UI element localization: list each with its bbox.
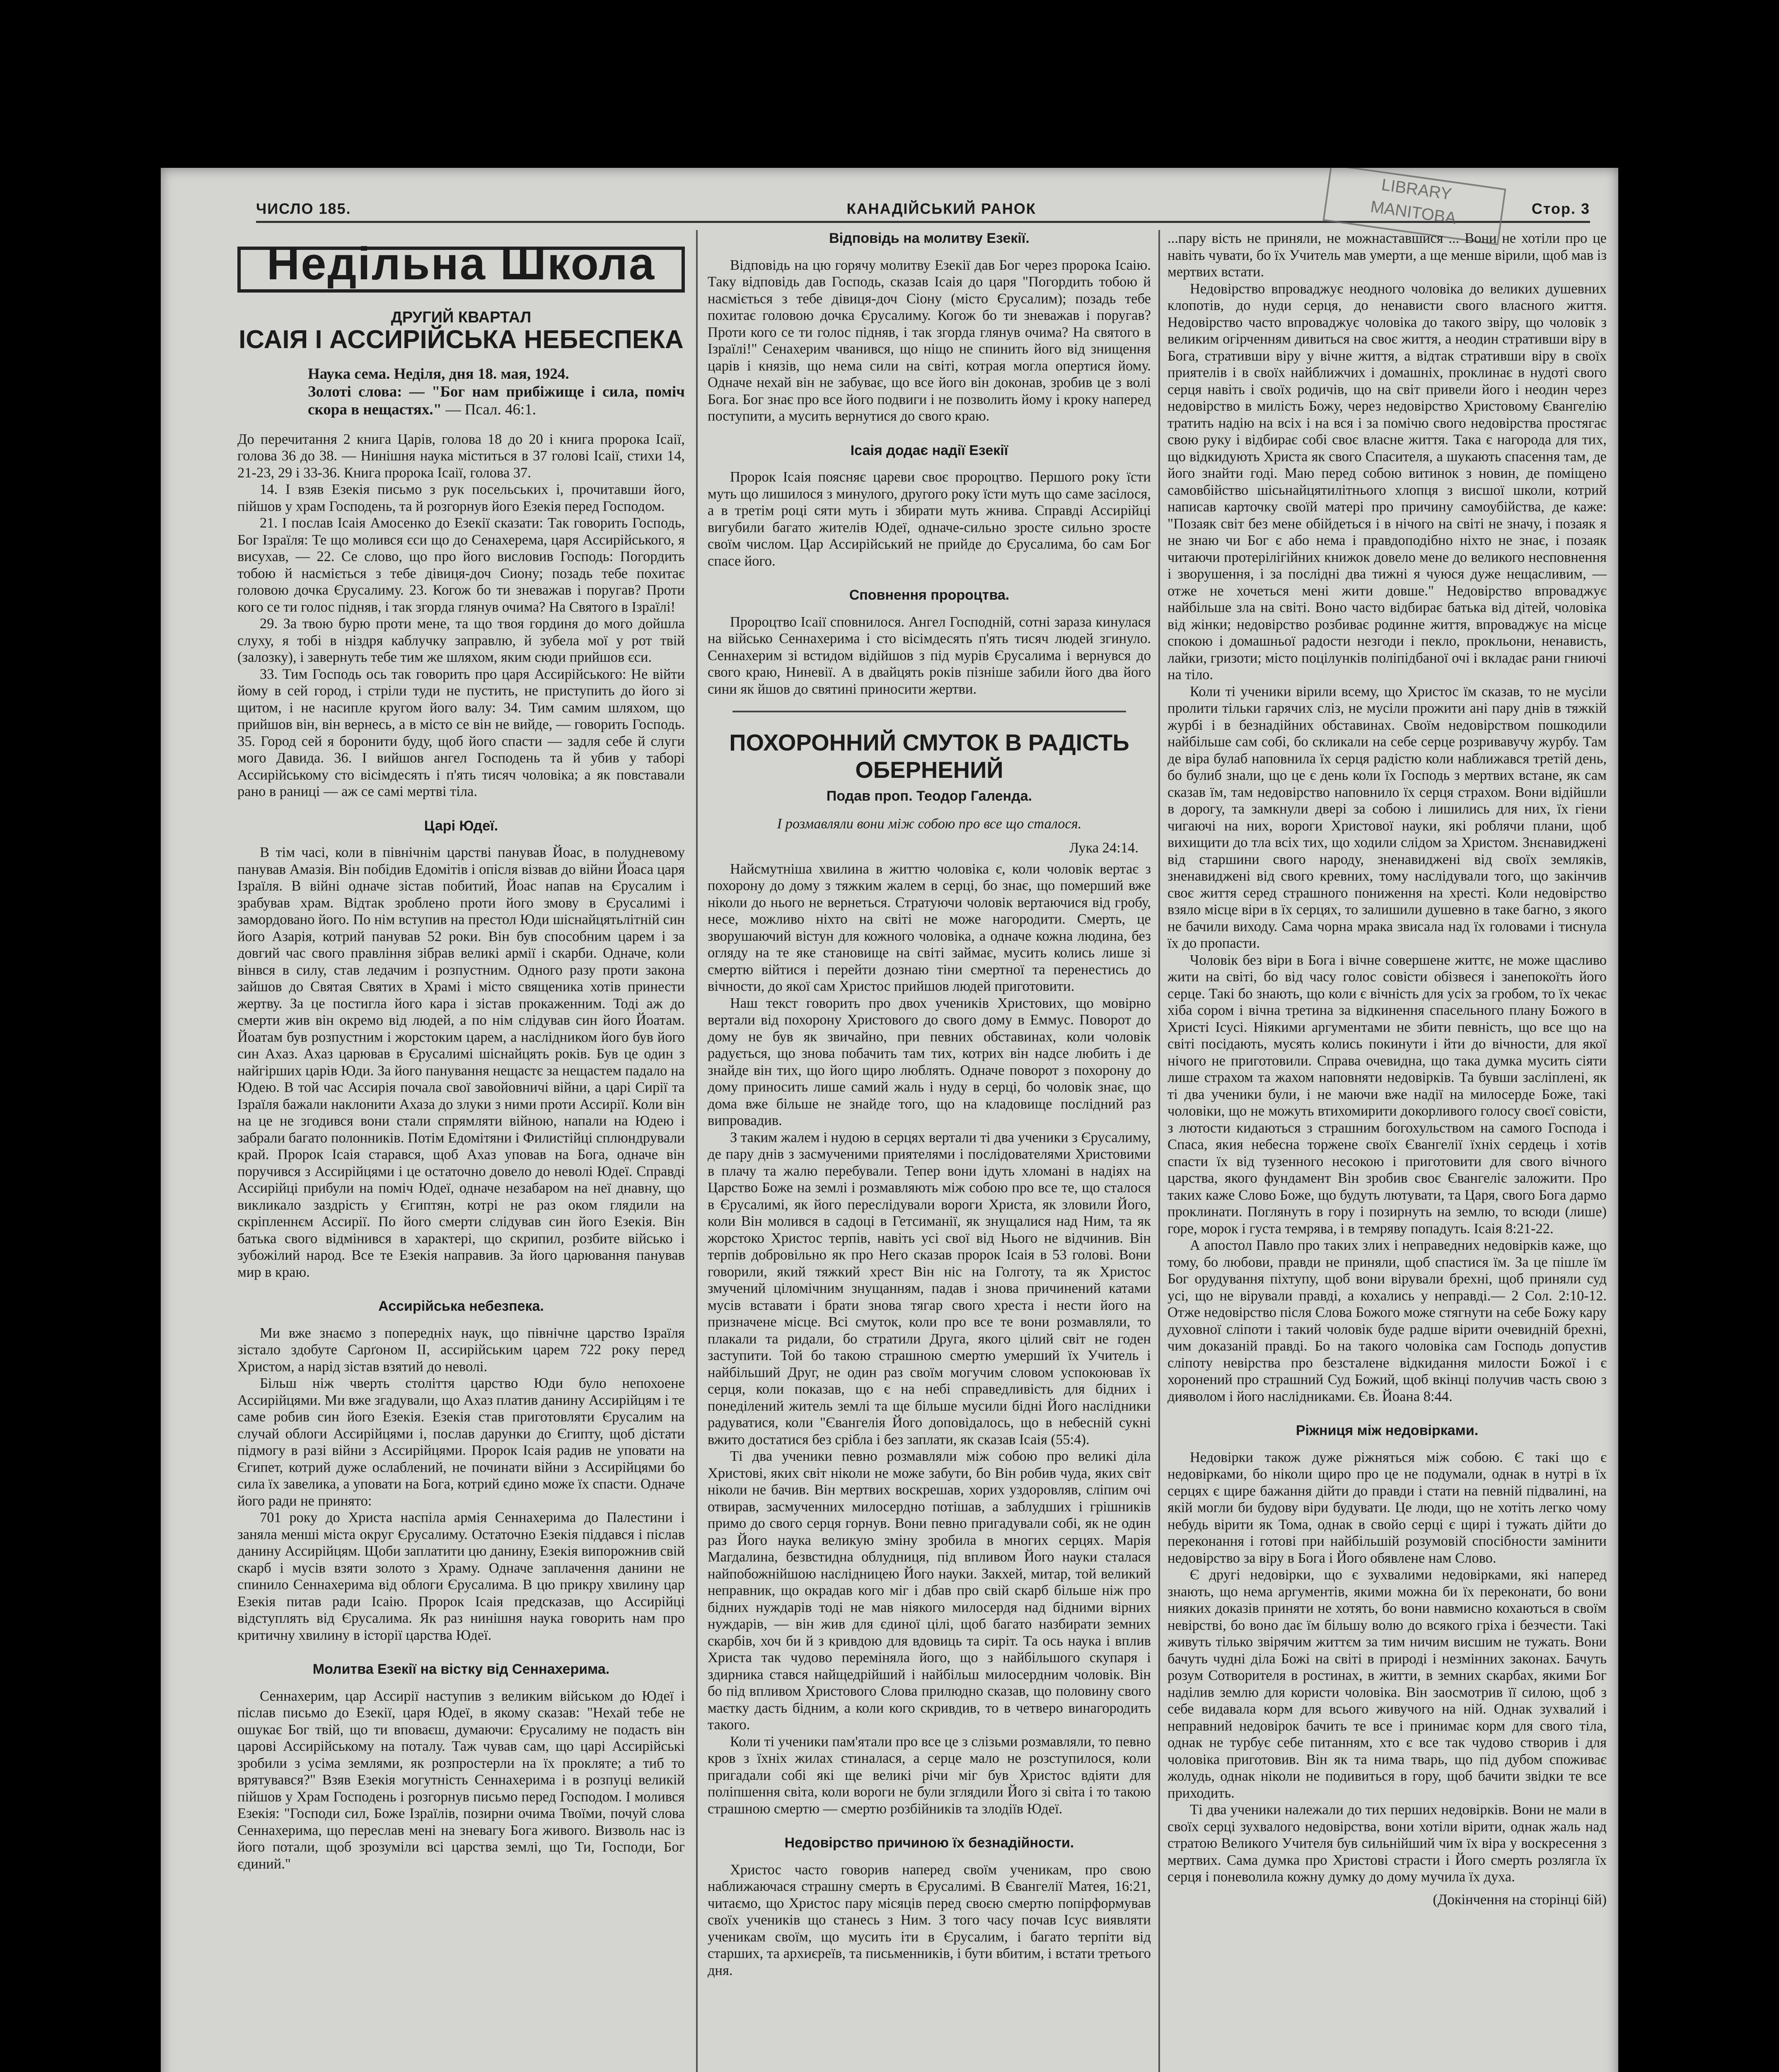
lesson-title: ІСАІЯ І АССИРІЙСЬКА НЕБЕСПЕКА <box>239 325 684 354</box>
paragraph: Сеннахерим, цар Ассирії наступив з великим військом до Юдеї і післав письмо до Езекії, царя Юдеї, в якому сказав: "Нехай тебе не ошукає Бог твій, що ти вповаєш, думаючи: Єрусалиму не подасть він царові Ассирійському на поталу. Таж чував сам, що царі Ассирійські зробили з усіма землями, як розпростерли на їх прокляте; а тиб то врятувався?" Взяв Езекія могутність Сеннахерима і в розпуці великій пійшов у Храм Господень і розгорнув письмо перед Господом. І молився Езекія: "Господи сил, Боже Ізраїлів, позирни очима Твоїми, почуй слова Сеннахерима, що переслав мені на зневагу Бога живого. Визволь нас із його потали, щоб зрозуміли всі царства землі, що Ти, Господи, Бог єдиний." <box>237 1688 685 1872</box>
section-heading: Недовірство причиною їх безнадійности. <box>784 1835 1074 1851</box>
section-heading: Царі Юдеї. <box>424 818 498 834</box>
paragraph: Чоловік без віри в Бога і вічне совершене життє, не може щасливо жити на світі, бо від часу голос совісти обізвеся і занепокоїть його серце. Такі бо знають, що коли є вічність для усіх за гробом, то їх чекає хіба сором і вічна третина за відкинення спасельного плану Божого в Христі Ісусі. Ніякими аргументами не збити певність, що все що на світі посідають, мусять колись покинути і йти до вічности, для якої нічого не приготовили. Справа очевидна, що така думка мусить сіяти лише страхом та жахом наповняти недовірків. Та бувши засліплені, як ті два ученики були, і не маючи вже надії на милосерде Боже, такі чоловіки, що не можуть втихомирити докорливого голосу своєї совісти, з лютости кидаються з страшним богохульством на самого Господа і Спаса, якия небесна торжене своїх Євангелії їхніх сердець і хотів спасти їх від тузенного несокою і приготовити для свого вічного царства, якого фундамент Він зробив своє Євангеліє заложити. Про таких каже Слово Боже, що будуть лютувати, та Царя, свого Бога дармо проклинати. Поглянуть в гору і позирнуть на землю, то всюди (лише) горе, морок і густа темрява, і в темряву попадуть. Ісаія 8:21-22. <box>1167 952 1607 1237</box>
paragraph: Пророцтво Ісаії сповнилося. Ангел Господній, сотні зараза кинулася на військо Сеннахерима і сто вісімдесять п'ять тисяч людей згинуло. Сеннахерим зі встидом відійшов з під мурів Єрусалима і вернувся до свого краю, Ниневії. А в двайцять років пізніше забили його два його сини як йшов до святині приносити жертви. <box>708 614 1151 697</box>
paragraph: 701 року до Христа наспіла армія Сеннахерима до Палестини і заняла менші міста округ Єрусалиму. Остаточно Езекія піддався і післав данину Ассирійцям. Щоби заплатити цю данину, Езекія випорожнив свій скарб і мусів взяти золото з Храму. Одначе заплачення данини не спинило Сеннахерима від облоги Єрусалима. В цю прикру хвилину цар Езекія питав ради Ісаію. Пророк Ісаія предсказав, що Ассирійці відступлять від Єрусалима. Як раз нинішня наука говорить нам про критичну хвилину в історії царства Юдеї. <box>237 1510 685 1643</box>
paragraph: А апостол Павло про таких злих і неправедних недовірків каже, що тому, бо любови, правди не приняли, щоб спастися їм. За це пішле їм Бог орудування піхтупу, щоб вони вірували брехні, щоб приняли суд усі, що не вірували правді, а кохались у неправді.— 2 Сол. 2:10-12. Отже недовірство після Слова Божого може стягнути на себе Божу кару духовної сліпоти і такий чоловік буде радше вірити очевидній брехні, чим доказаній правді. Бо на такого чоловіка сам Господь допустив сліпоту невірства про безсталене відкидання милости Божої і є хоронений про страшний Суд Божий, щоб вкінці получив часть свою з дияволом і його наслідниками. Єв. Йоана 8:44. <box>1167 1237 1607 1404</box>
article-divider <box>732 711 1126 712</box>
section-heading: Ріжниця між недовірками. <box>1296 1423 1479 1438</box>
epigraph: І розмавляли вони між собою про все що сталося. <box>777 816 1082 832</box>
stamp-line-2: MANITOBA <box>1369 197 1458 228</box>
masthead-title: Недільна Школа <box>266 238 656 289</box>
column-middle <box>708 230 1151 1979</box>
section-heading: Ассирійська небезпека. <box>378 1298 544 1314</box>
paragraph: До перечитання 2 книга Царів, голова 18 до 20 і книга пророка Ісаії, голова 36 до 38. — Нинішня наука міститься в 37 голові Ісаії, стихи 14, 21-23, 29 і 33-36. Книга пророка Ісаії, голова 37. <box>237 431 685 481</box>
section-heading: Ісаія додає надії Езекії <box>850 442 1008 458</box>
paragraph: Коли ті ученики вірили всему, що Христос їм сказав, то не мусіли пролити тільки гарячих сліз, не мусіли прожити ані пару днів в тяжкій журбі і в безнадійних обставинах. Своїм недовірством пошкодили найбільше сам собі, бо скликали на себе серце розривавучу журбу. Там де віра булаб наповнила їх серця радістю коли наближався третій день, бо булиб знали, що це є день коли їх Господь з мертвих встане, як сам сказав їм, там недовірство наповнило їх серця страхом. Вони відійшли в дорогу, та замкнули двері за собою і лишились для них, їх гіени чигаючі на них, вороги Христової науки, які роблячи плани, щоб вихищити до тла всіх тих, що ходили слідом за Христом. Знєнавиджені від старшини свого народу, зненавиджені від своїх земляків, зненавиджені від свого кревних, тому наслідували того, що закінчив своє життя серед страшного пониження на хресті. Коли недовірство взяло місце віри в їх серцях, то залишили душевно в таке багно, з якого не бачили виходу. Сама чорна мрака звисала над їх головами і тиснула їх до пропасти. <box>1167 683 1607 951</box>
paragraph: В тім часі, коли в північнім царстві панував Йоас, в полудневому панував Амазія. Він побідив Едомітів і опісля візвав до війни Йоаса царя Ізраїля. В війні одначе зістав побитий, Йоас напав на Єрусалим і зрабував храм. Відтак зроблено проти його змову в Єрусалимі і замордовано його. По нім вступив на престол Юди шіснайцятьлітній син його Азарія, котрий панував 52 роки. Він був способним царем і за довгий час свого правління зібрав великі армії і скарби. Одначе, коли вінвся в силу, став ледачим і розпустним. Одного разу проти закона зайшов до Святая Святих в Храмі і місто священика хотів принести жертву. За це постигла його кара і зістав прокаженним. Тоді аж до смерти жив він окремо від людей, а по нім слідував син його Йоатам. Йоатам був розпустним і жорстоким царем, а наслідником його був його син Ахаз. Ахаз царював в Єрусалимі шіснайцять років. Був це один з найгірших царів Юди. За його панування нещастє за нещастем падало на Юдею. В той час Ассирія почала свої завойовничі війни, а царі Сирії та Ізраїля бажали наклонити Ахаза до злуки з ними проти Ассирії. Коли він на це не згодився вони стали спрямляти війною, напали на Юдею і забрали багато полонників. Потім Едомітяни і Филистійці сплюндрували край. Пророк Ісаія старався, щоб Ахаз уповав на Бога, одначе він поручився з Ассирійцями і це остаточно довело до неволі Юдеї. Справді Ассирійці прибули на поміч Юдеї, одначе незабаром на неї днавну, що викликало заздрість у Єгиптян, котрі не раз оком глядили на скріпленнєм Ассирії. По його смерти слідував син його Езекія. Він батька свого відмінився в характері, що скрипил, розбите військо і зубожілий народ. Все те Езекія направив. За його царювання панував мир в краю. <box>237 845 685 1280</box>
section-heading: Сповнення пророцтва. <box>849 587 1010 603</box>
paragraph: 14. І взяв Езекія письмо з рук посельських і, прочитавши його, пійшов у храм Господень, та й розгорнув його Езекія перед Господом. <box>237 482 685 514</box>
newspaper-page <box>161 168 1618 2072</box>
column-sunday-school <box>237 230 685 1872</box>
paragraph: Пророк Ісаія поясняє цареви своє пророцтво. Першого року їсти муть що лишилося з минулого, другого року їсти муть що саме засілося, а в третім році сяти муть і збирати муть жнива. Справді Ассирійці вигубили багато жителів Юдеї, одначе-сильно зросте сильно зросте своїм числом. Цар Ассирійський не прийде до Єрусалима, бо сам Бог спасе його. <box>708 469 1151 569</box>
sunday-school-masthead <box>237 238 685 293</box>
section-heading: Молитва Езекії на вістку від Сеннахерима. <box>312 1661 610 1677</box>
golden-verse: Золоті слова: — "Бог нам прибіжище і сила, поміч скора в нещастях." <box>308 383 685 418</box>
paragraph: 33. Тим Господь ось так говорить про царя Ассирійського: Не війти йому в сей город, і стріли туди не пустить, не приступить до його зі щитом, і не насипле кругом його валу: 34. Тим самим шляхом, що прийшов він, він вернесь, а в місто се він не вийде, — говорить Господь. 35. Город сей я боронити буду, щоб його спасти — задля себе й слуги мого Давида. 36. І вийшов ангел Господень та й убив у таборі Ассирійському сто вісімдесять і п'ять тисяч чоловіка; а як повставали рано в раниці — аж се самі мертві тіла. <box>237 666 685 799</box>
column-divider <box>1158 230 1160 2072</box>
page-number: Стор. 3 <box>1531 200 1590 217</box>
paragraph: З таким жалем і нудою в серцях вертали ті два ученики з Єрусалиму, де пару днів з засмученими приятелями і послідователями Христовими в плачу та жалю перебували. Тепер вони ідуть хломані в надіях на Царство Боже на землі і розмавляють між собою про все те, що сталося в Єрусалимі, як його переслідували вороги Христа, як зловили Його, коли Він молився в садоці в Гетсиманії, як знущалися над Ним, та як жорстоко Христос терпів, навіть усі свої від Нього не відчинив. Він терпів добровільно як про Него сказав пророк Ісаія в 53 голові. Вони говорили, який тяжкий хрест Він ніс на Голготу, та як Христос змучений ціломічним знущанням, падав і знова причинений катами мусів вставати і брати знова тягар свого хреста і нести його на призначене місце. Всі смуток, коли про все те вони розмавляли, то плакали та ридали, бо стратили Друга, якого цілий світ не годен заступити. Той бо такою страшною смертю умерший їх Учитель і найбільший Друг, не один раз своїм могучим словом успокоював їх серця, коли показав, що є на небі справедливість для бідних і понеділений житель землі та ще більше мусили бідні Його наслідники радуватися, коли "Євангелія Його доповідалось, що в небесній сукні вжито достатися без срібла і без заплати, як сказав Ісаія (55:4). <box>708 1129 1151 1447</box>
paragraph: ...пару вість не приняли, не можнаставшися ... Вони не хотіли про це навіть чувати, бо їх Учитель мав умерти, а ще менше вірили, щоб мав із мертвих встати. <box>1167 230 1607 280</box>
paragraph: Коли ті ученики пам'ятали про все це з слізьми розмавляли, то певно кров з їхніх жилах стиналася, а серце мало не розступилося, коли пригадали собі які ще великі річи міг був Христос вдіяти для поліпшення світа, коли вороги не були зглядили Його зі світа і то такою страшною смертю — смертю розбійників та злодіїв Юдеї. <box>708 1733 1151 1817</box>
article-title: ПОХОРОННИЙ СМУТОК В РАДІСТЬ ОБЕРНЕНИЙ <box>729 729 1129 783</box>
paragraph: 21. І послав Ісаія Амосенко до Езекії сказати: Так говорить Господь, Бог Ізраїля: Те що молився єси що до Сенахерема, царя Ассирійського, я висухав, — 22. Се слово, що про його висловив Господь: Погордить тобою й насміється з тебе дівиця-доч Сиону; позадь тебе похитає головою дочка Єрусалиму. 23. Когож бо ти зневажав і поругав? Проти кого се ти голос підняв, і так згорда глянув очима? На Святого в Ізраїлі! <box>237 515 685 615</box>
paragraph: Найсмутніша хвилина в життю чоловіка є, коли чоловік вертає з похорону до дому з тяжким жалем в серці, бо знає, що померший вже ніколи до нього не вернеться. Стратуючи чоловік вертаючися від гробу, несе, можливо ніхто на світі не може нагородити. Смерть, це зворушаючий вістун для кожного чоловіка, а одначе кожна людина, без огляду на те яке становище на світі займає, мусить колись лише зі смертю війтися і перейти дознаю тіни смертної та перенестись до вічности, до якої сам Христос прийшов людей приготовити. <box>708 861 1151 994</box>
paragraph: Більш ніж чверть століття царство Юди було непохоене Ассирійцями. Ми вже згадували, що Ахаз платив данину Ассирійцям і те саме робив син його Езекія. Езекія став приготовляти Єрусалим на случай облоги Ассирійцями і, послав дарунки до Єгипту, щоб дістати підмогу в разі війни з Ассирійцями. Пророк Ісаія радив не уповати на Єгипет, котрий дуже ослаблений, не починати війни з Ассирійцями бо сила їх завелика, а уповати на Бога, котрий єдино може їх спасти. Одначе його ради не принято: <box>237 1375 685 1509</box>
paragraph: 29. За твою бурю проти мене, та що твоя гординя до мого дойшла слуху, я тобі в ніздря каблучку заправлю, й зубела мої у рот твій (залозку), і завернуть тебе тим же шляхом, яким сюди прийшов єси. <box>237 616 685 665</box>
paragraph: Ми вже знаємо з попередніх наук, що північне царство Ізраїля зістало здобуте Сарґоном II, ассирійським царем 722 року перед Христом, а нарід зістав взятий до неволі. <box>237 1325 685 1375</box>
stamp-line-1: LIBRARY <box>1380 175 1453 204</box>
article-author: Подав проп. Теодор Галенда. <box>826 788 1032 804</box>
continued-note: (Докінчення на сторінці 6ій) <box>1433 1891 1607 1907</box>
paragraph: Наш текст говорить про двох учеників Христових, що мовірно вертали від похорону Христового до свого дому в Еммус. Поворот до дому не був як звичайно, при певних обставинах, коли чоловік радується, що знова побачить там тих, котрих він надсе любить і де знайде він тих, що його щиро люблять. Одначе поворот з похорону до дому приносить лише самий жаль і нуду в серці, бо чоловік знає, що дома вже більше не знайде того, що на кладовище послідний раз випровадив. <box>708 995 1151 1128</box>
paragraph: Відповідь на цю горячу молитву Езекії дав Бог через пророка Ісаію. Таку відповідь дав Господь, сказав Ісаія до царя "Погордить тобою й насміється з тебе дівиця-доч Сіону (місто Єрусалим); позадь тебе похитає головою дочка Єрусалиму. Когож бо ти зневажав і поругав? Проти кого се ти голос підняв, і так згорда глянув очима? На святого в Ізраїлі!" Сенахерим чванився, що ніщо не спинить його від знищення царів і князів, що нема сили на світі, котрая могла опертися йому. Одначе нехай він не забуває, що все його він доконав, зробив це з волі Бога. Бог знає про все його подвиги і не позволить йому і кроку наперед поступити, а мусить вернутися до свого краю. <box>708 257 1151 424</box>
paper-name: КАНАДІЙСЬКИЙ РАНОК <box>846 200 1036 217</box>
paragraph: Ті два ученики певно розмавляли між собою про великі діла Христові, яких світ ніколи не може забути, бо Він робив чуда, яких світ ніколи не бачив. Він мертвих воскрешав, хорих уздоровляв, сліпим очі отвирав, засмученних милосердно потішав, а заблудших і грішників примо до свого серця горнув. Вони певно пригадували собі, як не один раз Його наука великую зміну зробила в многих серцях. Марія Магдалина, безвстидна облудниця, під впливом Його науки сталася найпобожнійшою наслідницею Його науки. Закхей, митар, той великий неправник, що окрадав кого міг і дбав про свій скарб більше ніж про бідних нуждарів тоді не мав ніякого милосердя над бідними вірних нуждарів, — він жив для єдиної цілі, щоб багато назбирати земних скарбів, хоч би й з кривдою для вдовиць та сиріт. Та ось наука і вплив Христа так чудово переміняла його, що з найбільшого скупаря і здирника стався найщедрійший і найбільш милосердним чоловік. Він бо під впливом Христового Слова прилюдно сказав, що половину свого маєтку дасть бідним, а коли кого скривдив, то в четверо винагородить такого. <box>708 1448 1151 1733</box>
quarter-label: ДРУГИЙ КВАРТАЛ <box>391 308 532 326</box>
paragraph: Є другі недовірки, що є зухвалими недовірками, які наперед знають, що нема аргументів, якими можна би їх переконати, бо вони нияких доказів приняти не хотять, бо вони навмисно кохаються в своїм невірстві, бо воно дає їм більшу волю до всякого гріха і безчести. Такі живуть тілько звірячим життєм за тим ничим висшим не тужать. Вони бачуть чудні діла Божі на світі в природі і незмінних законах. Бачуть розум Сотворителя в ростинах, в житти, в земних скарбах, якими Бог наділив землю для користи чоловіка. Він заосмотрив її силою, щоб з себе видавала корм для всього живучого на ній. Однак зухвалий і неправний недовірок бачить те все і принимає корм для свого тіла, однак не турбує себе питанням, хто є все так чудово створив і для чоловіка приготовив. Він як та нима тварь, що під дубом споживає жолудь, однак ніколи не подивиться в гору, щоб бачити звідки те все приходить. <box>1167 1567 1607 1801</box>
section-heading: Відповідь на молитву Езекії. <box>829 230 1030 246</box>
column-divider <box>696 230 698 2072</box>
paragraph: Христос часто говорив наперед своїм ученикам, про свою наближаючася страшну смерть в Єрусалимі. В Євангелії Матея, 16:21, читаємо, що Христос пару місяців перед своєю смертю попірформував своїх учеників що станесь з Ним. З того часу почав Ісус виявляти ученикам своїм, що мусить іти в Єрусалим, і багато терпіти від старших, та архиєреїв, та письменників, і бути вбитим, і встати третього дня. <box>708 1861 1151 1978</box>
paragraph: Недовірство впроваджує неодного чоловіка до великих душевних клопотів, до нуди серця, до ненависти свого власного життя. Недовірство часто впроваджує чоловіка до такого звіру, що чоловік з великим огірченням дивиться на своє життя, а неодин стративши віру в Бога, стративши віру у вічне життя, а відтак стративши віру в своїх приятелів і в своїх найближчих і домашніх, проклинає в нудоті свого серця навіть і своїх родичів, що на світ привели його і неодин через недовірство в милість Божу, через недовірство Христовому Євангелію тратить надію на всіх і на вся і за помічю свого недовірства простягає свою руку і відбирає собі своє власне життя. Така є нагорода для тих, що відкидують Христа як свого Спасителя, а шукають спасення там, де його знайти годі. Маю перед собою витинок з новин, де поміщено самовбійство шісьнайцятилітнього хлопця з висшої школи, котрий написав карточку своїй матері про причину самоубійства, де каже: "Позаяк світ без мене обійдеться і в нічого на світі не значу, і позаяк я не знаю чи Бог є або нема і правдоподібно ніхто не знає, і позаяк читаючи протерілігійних книжок довело мене до великого несповнення і зворушення, і за послідні два тижні я чуюся дуже нещасливим, — отже не хочеться мені жити довше." Недовірство впроваджує найбільше зла на світі. Воно часто відбирає батька від дітей, чоловіка від жінки; недовірство розбиває родинне життя, впроваджує на місце спокою і домашньої радости незгоди і пекло, прокльони, ненависть, лайки, гризоти; місто поцілунків поліпідбаної очі і вкладає рани гниючі на тіло. <box>1167 281 1607 683</box>
paragraph: Недовірки також дуже ріжняться між собою. Є такі що є недовірками, бо ніколи щиро про це не подумали, однак в нутрі в їх серцях є щире бажання дійти до правди і стати на певній підвалині, на якій могли би будову віри будувати. Це люди, що не хотіть легко чому небудь вірити як Тома, однак в свойо серці є щирі і тужать дійти до переконання і готові при найбільшій розумовій спосібности замінити недовірство за віру в Бога і Його обявлене нам Слово. <box>1167 1449 1607 1566</box>
paragraph: Ті два ученики належали до тих перших недовірків. Вони не мали в своїх серці зухвалого недовірства, вони хотіли вірити, однак жаль над стратою Великого Учителя був сильнійший чим їх віра у воскресення з мертвих. Сама думка про Христові страсти і Його смерть розлягла їх серця і поневолила кожну думку до дому мучила їх духа. <box>1167 1802 1607 1885</box>
lesson-meta <box>308 365 685 419</box>
column-right <box>1167 230 1607 1908</box>
issue-number: ЧИСЛО 185. <box>256 200 351 217</box>
lesson-date: Наука сема. Неділя, дня 18. мая, 1924. <box>308 365 569 382</box>
golden-verse-ref: — Псал. 46:1. <box>445 401 537 418</box>
epigraph-ref: Лука 24:14. <box>1069 840 1138 856</box>
